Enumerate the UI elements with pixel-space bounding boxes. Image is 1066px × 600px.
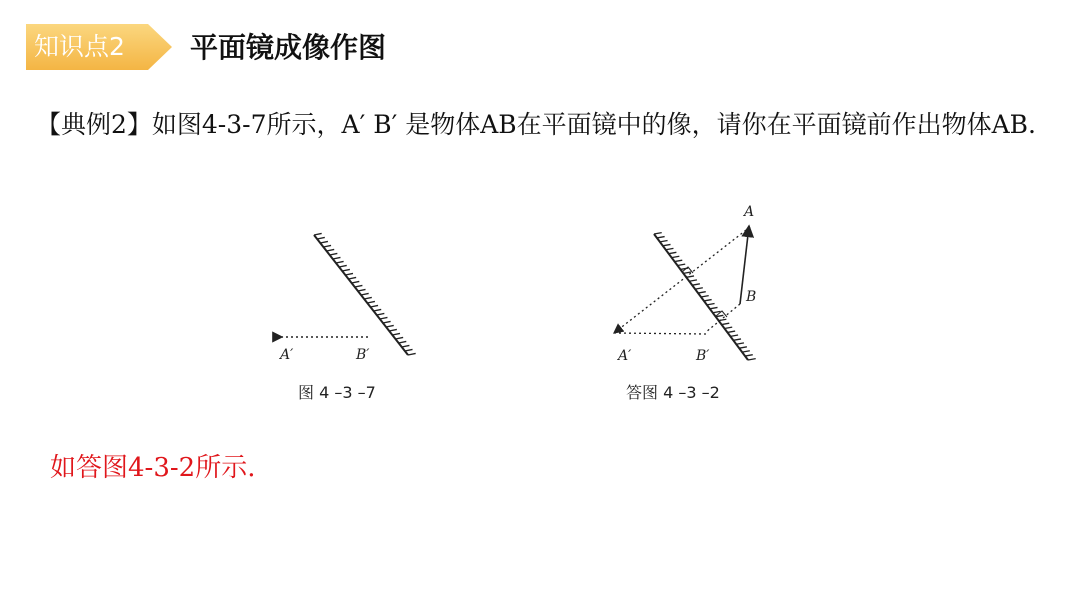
label-a-prime: A′: [618, 348, 632, 364]
hatch-mark: [695, 288, 703, 289]
hatch-mark: [654, 233, 662, 234]
figure-4-3-7: [270, 225, 430, 405]
image-a-prime-b-prime: [614, 333, 706, 334]
label-b: B: [746, 289, 757, 305]
question-text: 【典例2】如图4-3-7所示，A′ B′ 是物体AB在平面镜中的像，请你在平面镜前作出物体AB.: [36, 110, 1036, 139]
hatch-mark: [402, 345, 410, 347]
label-b-prime: B′: [356, 347, 370, 363]
answer-figure-drawing: [598, 200, 788, 375]
hatch-mark: [686, 276, 694, 277]
hatch-mark: [327, 249, 335, 251]
hatch-mark: [352, 281, 360, 283]
hatch-mark: [345, 273, 353, 275]
hatch-mark: [672, 256, 680, 257]
hatch-mark: [663, 244, 671, 245]
hatch-mark: [405, 349, 413, 351]
hatch-mark: [370, 305, 378, 307]
hatch-mark: [666, 248, 674, 249]
perpendicular-a-to-a-prime: [614, 227, 750, 333]
hatch-mark: [408, 353, 416, 355]
hatch-mark: [317, 237, 325, 239]
hatch-mark: [367, 301, 375, 303]
hatch-mark: [389, 329, 397, 331]
hatch-mark: [330, 253, 338, 255]
hatch-mark: [377, 313, 385, 315]
hatch-mark: [733, 339, 741, 340]
hatch-mark: [339, 265, 347, 267]
hatch-mark: [323, 245, 331, 247]
figure-caption: 图 4 –3 –7: [298, 383, 376, 402]
hatch-mark: [713, 311, 721, 312]
hatch-mark: [701, 296, 709, 297]
hatch-mark: [678, 264, 686, 265]
hatch-mark: [336, 261, 344, 263]
hatch-mark: [657, 237, 665, 238]
hatch-mark: [374, 309, 382, 311]
hatch-mark: [383, 321, 391, 323]
label-b-prime: B′: [696, 348, 710, 364]
hatch-mark: [730, 335, 738, 336]
hatch-mark: [745, 355, 753, 356]
mirror-hatching: [314, 233, 416, 355]
hatch-mark: [380, 317, 388, 319]
hatch-mark: [399, 341, 407, 343]
hatch-mark: [333, 257, 341, 259]
figure-4-3-7-drawing: [270, 225, 430, 375]
answer-text: 如答图4-3-2所示.: [50, 453, 256, 483]
hatch-mark: [342, 269, 350, 271]
hatch-mark: [698, 292, 706, 293]
hatch-mark: [364, 297, 372, 299]
hatch-mark: [725, 327, 733, 328]
hatch-mark: [689, 280, 697, 281]
hatch-mark: [692, 284, 700, 285]
hatch-mark: [669, 252, 677, 253]
hatch-mark: [392, 333, 400, 335]
hatch-mark: [675, 260, 683, 261]
hatch-mark: [739, 347, 747, 348]
hatch-mark: [355, 285, 363, 287]
label-a: A: [744, 204, 755, 220]
badge-label: 知识点2: [34, 32, 125, 61]
hatch-mark: [358, 289, 366, 291]
hatch-mark: [660, 240, 668, 241]
label-a-prime: A′: [280, 347, 294, 363]
hatch-mark: [722, 323, 730, 324]
section-title: 平面镜成像作图: [190, 31, 387, 64]
hatch-mark: [704, 300, 712, 301]
hatch-mark: [707, 303, 715, 304]
hatch-mark: [748, 359, 756, 360]
hatch-mark: [727, 331, 735, 332]
hatch-mark: [395, 337, 403, 339]
hatch-mark: [710, 307, 718, 308]
hatch-mark: [361, 293, 369, 295]
hatch-mark: [736, 343, 744, 344]
hatch-mark: [348, 277, 356, 279]
answer-figure-4-3-2: [598, 200, 788, 405]
knowledge-point-badge: [26, 24, 174, 70]
hatch-mark: [314, 233, 322, 235]
hatch-mark: [320, 241, 328, 243]
hatch-mark: [742, 351, 750, 352]
hatch-mark: [386, 325, 394, 327]
figure-caption: 答图 4 –3 –2: [626, 383, 720, 402]
